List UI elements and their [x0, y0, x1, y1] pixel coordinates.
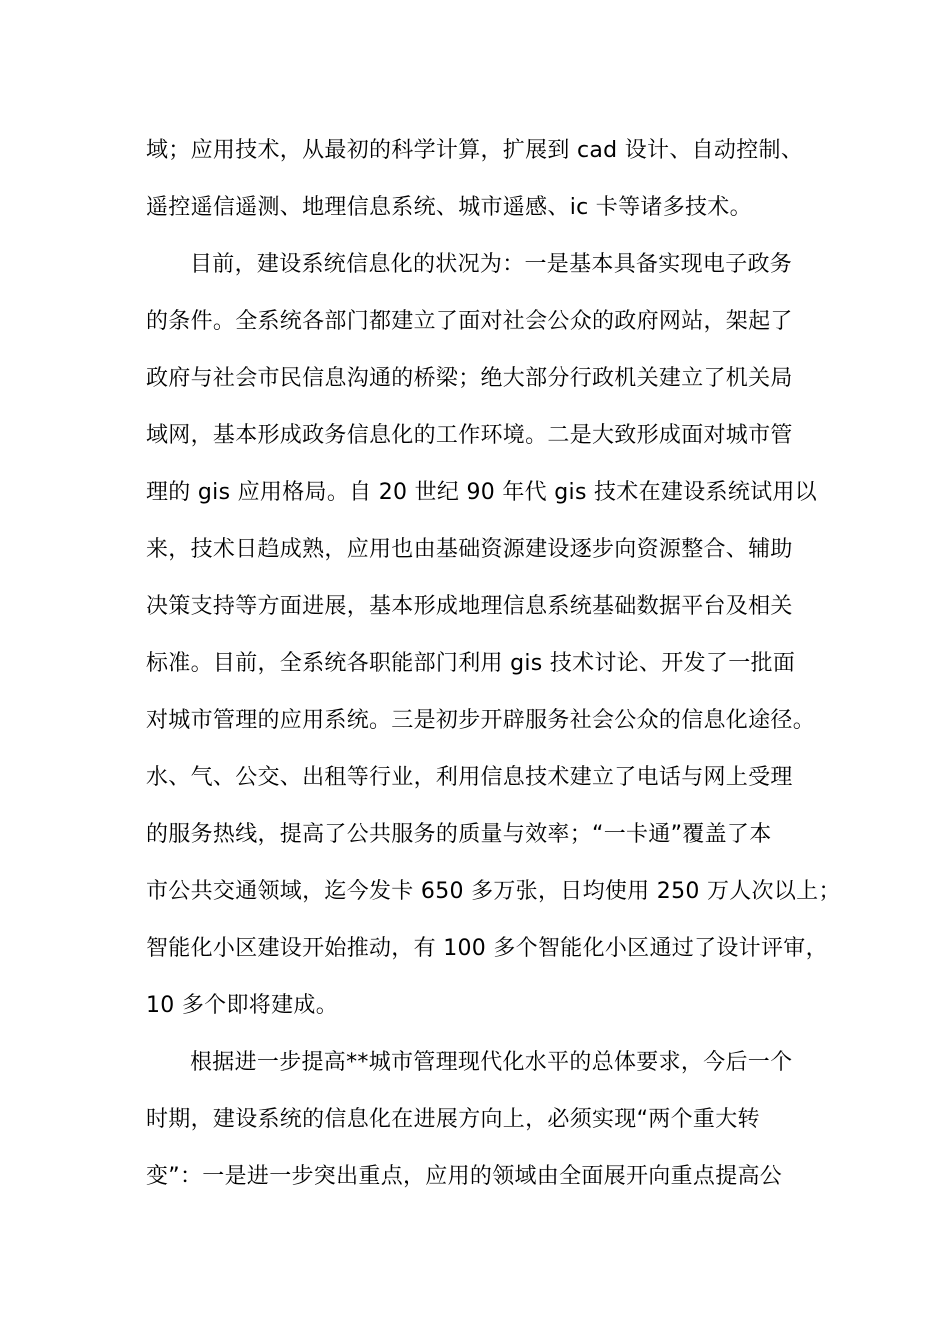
text-line: 智能化小区建设开始推动，有 100 多个智能化小区通过了设计评审， — [146, 936, 828, 961]
text-line: 10 多个即将建成。 — [146, 993, 338, 1018]
paragraph-first-line: 根据进一步提高**城市管理现代化水平的总体要求，今后一个 — [190, 1050, 793, 1075]
text-line: 政府与社会市民信息沟通的桥梁；绝大部分行政机关建立了机关局 — [146, 366, 793, 391]
text-line: 来，技术日趋成熟，应用也由基础资源建设逐步向资源整合、辅助 — [146, 537, 793, 562]
text-line: 的服务热线，提高了公共服务的质量与效率；“一卡通”覆盖了本 — [146, 822, 772, 847]
text-line: 标准。目前，全系统各职能部门利用 gis 技术讨论、开发了一批面 — [146, 651, 796, 676]
paragraph-first-line: 目前，建设系统信息化的状况为：一是基本具备实现电子政务 — [190, 252, 793, 277]
text-line: 域；应用技术，从最初的科学计算，扩展到 cad 设计、自动控制、 — [146, 138, 804, 163]
text-line: 对城市管理的应用系统。三是初步开辟服务社会公众的信息化途径。 — [146, 708, 816, 733]
text-line: 决策支持等方面进展，基本形成地理信息系统基础数据平台及相关 — [146, 594, 793, 619]
text-line: 市公共交通领域，迄今发卡 650 多万张，日均使用 250 万人次以上； — [146, 879, 841, 904]
text-line: 遥控遥信遥测、地理信息系统、城市遥感、ic 卡等诸多技术。 — [146, 195, 752, 220]
text-line: 域网，基本形成政务信息化的工作环境。二是大致形成面对城市管 — [146, 423, 793, 448]
text-line: 时期，建设系统的信息化在进展方向上，必须实现“两个重大转 — [146, 1107, 760, 1132]
text-line: 变”：一是进一步突出重点，应用的领域由全面展开向重点提高公 — [146, 1164, 783, 1189]
text-line: 的条件。全系统各部门都建立了面对社会公众的政府网站，架起了 — [146, 309, 793, 334]
text-line: 水、气、公交、出租等行业，利用信息技术建立了电话与网上受理 — [146, 765, 793, 790]
text-line: 理的 gis 应用格局。自 20 世纪 90 年代 gis 技术在建设系统试用以 — [146, 480, 818, 505]
